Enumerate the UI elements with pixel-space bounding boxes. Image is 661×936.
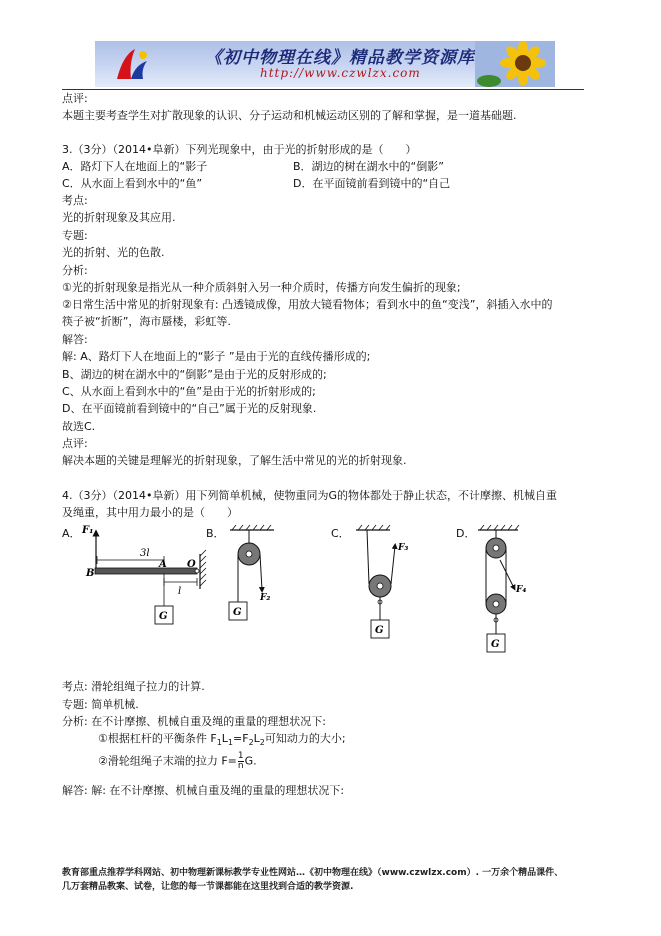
sunflower-image — [475, 41, 555, 87]
q4-fenxi-2-pre: ②滑轮组绳子末端的拉力 F= — [98, 754, 237, 768]
q4-fenxi-1: ①根据杠杆的平衡条件 $F_1L_1=F_2L_2$可知动力的大小; — [98, 732, 346, 748]
q3-jieda-4: D、在平面镜前看到镜中的“自己”属于光的反射现象. — [62, 402, 317, 415]
q4-fenxi-2-post: G. — [244, 754, 257, 768]
q3-dianping-text: 解决本题的关键是理解光的折射现象，了解生活中常见的光的折射现象. — [62, 454, 407, 467]
q4-figure-b-fixed-pulley — [222, 524, 282, 624]
q3-jieda-2: B、湖边的树在湖水中的“倒影”是由于光的反射形成的; — [62, 368, 327, 381]
q4-zhuanti: 专题: 简单机械. — [62, 698, 139, 711]
q4-fenxi-1-post: 可知动力的大小; — [264, 732, 346, 745]
q3-option-d: D．在平面镜前看到镜中的“自己 — [293, 177, 451, 190]
q4-fraction-num: 1 — [237, 751, 244, 761]
q4-d-weight-g: G — [491, 639, 500, 650]
q4-stem-2: 及绳重，其中用力最小的是（ ） — [62, 506, 238, 519]
q4-fraction — [238, 752, 244, 771]
q4-fenxi-1-eq: =F — [233, 732, 249, 745]
q4-a-point-b: B — [86, 568, 95, 579]
q4-c-f3-label: F₃ — [398, 543, 409, 553]
footer-line-2: 几万套精品教案、试卷，让您的每一节课都能在这里找到合适的教学资源. — [62, 882, 354, 892]
q3-fenxi-2b: 筷子被“折断”，海市蜃楼，彩虹等. — [62, 315, 231, 328]
q3-jieda-5: 故选C. — [62, 420, 96, 433]
q3-stem: 3.（3分）（2014•阜新）下列光现象中，由于光的折射形成的是（ ） — [62, 143, 417, 156]
q3-fenxi-label: 分析: — [62, 264, 88, 277]
q4-figure-a-label: A． — [62, 527, 81, 540]
header-divider — [62, 89, 584, 90]
q4-b-f2-label: F₂ — [260, 593, 271, 603]
footer-line-1: 教育部重点推荐学科网站、初中物理新课标教学专业性网站…《初中物理在线》（www.czwlzx.com）. 一万余个精品课件、 — [62, 868, 564, 878]
q3-option-b: B．湖边的树在湖水中的“倒影” — [293, 160, 444, 173]
q4-a-3l-label: 3l — [140, 548, 150, 559]
q3-jieda-3: C、从水面上看到水中的“鱼”是由于光的折射形成的; — [62, 385, 316, 398]
q4-d-f4-label: F₄ — [516, 585, 527, 595]
q4-fenxi-2 — [98, 752, 257, 771]
q4-a-l-label: l — [178, 586, 182, 597]
q3-kaodian-label: 考点: — [62, 194, 88, 207]
q3-fenxi-2a: ②日常生活中常见的折射现象有: 凸透镜成像，用放大镜看物体；看到水中的鱼“变浅”，斜插入水中的 — [62, 298, 553, 311]
q4-figure-d-label: D． — [456, 527, 476, 540]
q4-fenxi-1-pre: ①根据杠杆的平衡条件 F — [98, 732, 217, 745]
q4-a-weight-g: G — [159, 611, 168, 622]
q4-jieda: 解答: 解: 在不计摩擦、机械自重及绳的重量的理想状况下: — [62, 784, 345, 797]
q4-c-weight-g: G — [375, 625, 384, 636]
q3-option-a: A．路灯下人在地面上的“影子 — [62, 160, 208, 173]
q4-figure-d-pulley-block — [472, 524, 542, 658]
q4-b-weight-g: G — [233, 607, 242, 618]
q3-fenxi-1: ①光的折射现象是指光从一种介质斜射入另一种介质时，传播方向发生偏折的现象; — [62, 281, 461, 294]
q4-fenxi-1-mid: L — [221, 732, 228, 745]
banner-url: http://www.czwlzx.com — [260, 66, 421, 80]
q3-jieda-1: 解: A、路灯下人在地面上的“影子 ”是由于光的直线传播形成的; — [62, 350, 371, 363]
q4-figure-c-movable-pulley — [348, 524, 418, 646]
q3-zhuanti-text: 光的折射、光的色散. — [62, 246, 165, 259]
q4-fraction-den: n — [237, 761, 244, 771]
site-logo — [113, 45, 153, 83]
q4-figure-a-lever — [80, 524, 210, 632]
q3-jieda-label: 解答: — [62, 333, 88, 346]
q4-a-f1-label: F₁ — [82, 525, 94, 536]
page-footer — [62, 866, 563, 894]
q4-figure-c-label: C． — [331, 527, 350, 540]
q2-comment-label: 点评: — [62, 92, 88, 105]
header-banner — [95, 41, 555, 87]
banner-title: 《初中物理在线》精品教学资源库 — [205, 48, 475, 68]
q4-a-point-a: A — [159, 559, 167, 570]
q3-option-c: C．从水面上看到水中的“鱼” — [62, 177, 203, 190]
q4-fenxi-1-mid2: L — [253, 732, 260, 745]
q4-kaodian: 考点: 滑轮组绳子拉力的计算. — [62, 680, 205, 693]
q2-comment-text: 本题主要考查学生对扩散现象的认识、分子运动和机械运动区别的了解和掌握，是一道基础题. — [62, 109, 517, 122]
q4-fenxi: 分析: 在不计摩擦、机械自重及绳的重量的理想状况下: — [62, 715, 326, 728]
q3-dianping-label: 点评: — [62, 437, 88, 450]
q4-stem-1: 4.（3分）（2014•阜新）用下列简单机械，使物重同为G的物体都处于静止状态，不计摩擦、机械自重 — [62, 489, 557, 502]
q4-a-point-o: O — [187, 559, 196, 570]
q4-figure-b-label: B． — [206, 527, 225, 540]
q3-zhuanti-label: 专题: — [62, 229, 88, 242]
q3-kaodian-text: 光的折射现象及其应用. — [62, 211, 176, 224]
